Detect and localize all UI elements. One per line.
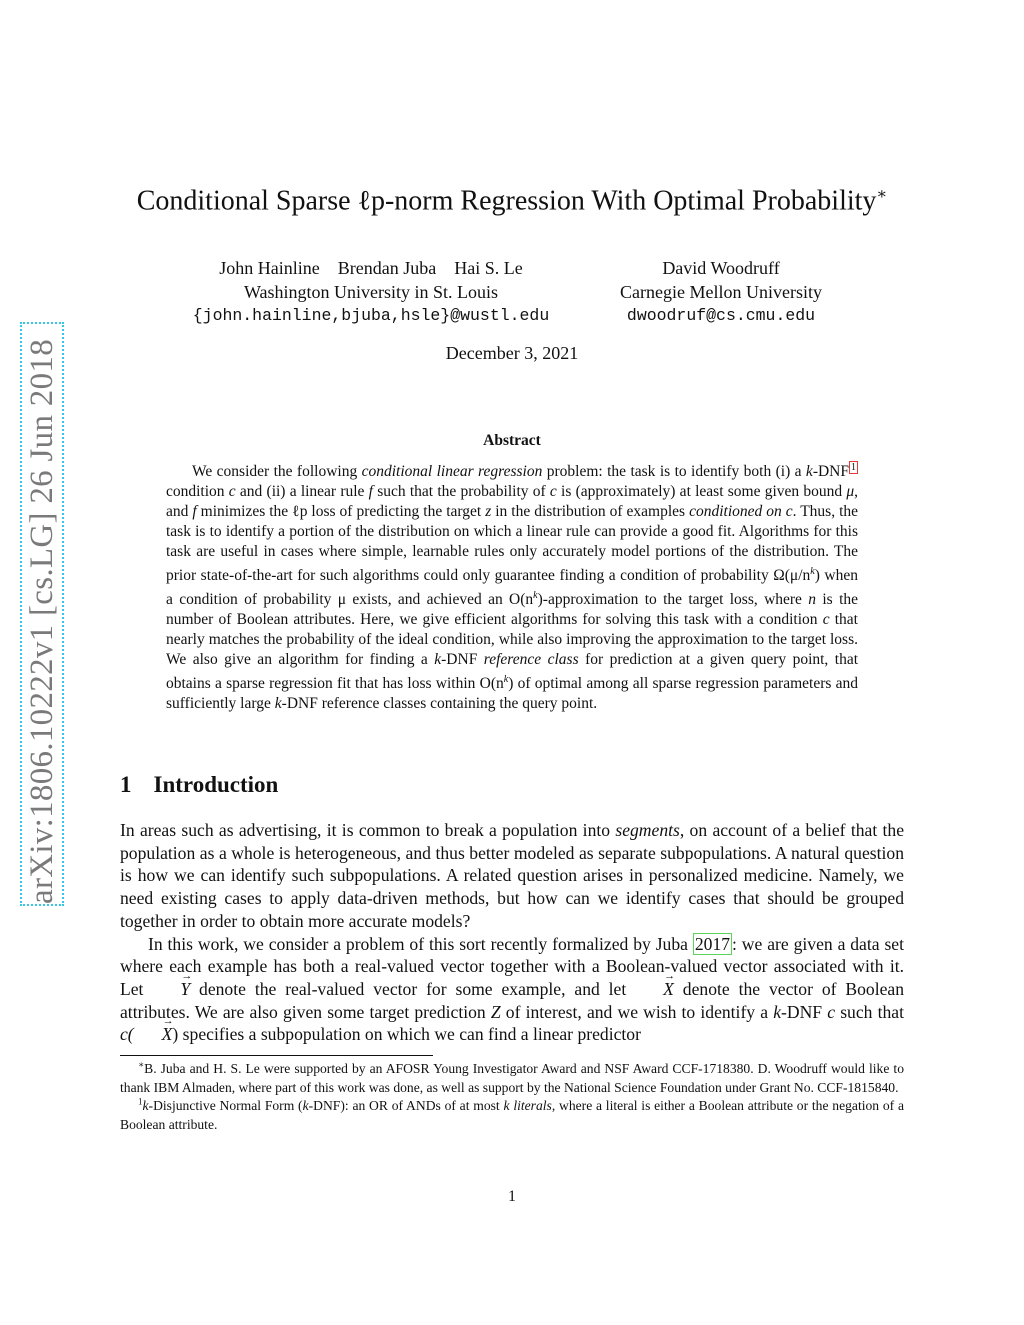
math-var: c: [827, 1001, 836, 1022]
abstract-text: condition: [166, 483, 229, 500]
section-number: 1: [120, 772, 132, 797]
math-var: k: [434, 651, 442, 669]
intro-paragraph-2: [120, 933, 904, 1047]
footnote-1: [120, 1097, 904, 1134]
email-right: dwoodruf@cs.cmu.edu: [626, 306, 816, 325]
citation-juba-2017-link[interactable]: 2017: [694, 933, 731, 954]
intro-emphasis: segments: [615, 820, 680, 840]
abstract-text: in the distribution of examples: [491, 503, 690, 520]
math-var: μ: [846, 483, 855, 500]
email-left: {john.hainline,bjuba,hsle}@wustl.edu: [192, 306, 550, 325]
footnote-text: B. Juba and H. S. Le were supported by an AFOSR Young Investigator Award and NSF Award CCF-1718380. D. Woodruff would like to thank IBM Almaden, where part of this work was done, as well as support by the National Science Foundation under Grant No. CCF-1815840.: [120, 1061, 904, 1095]
math-var: k: [274, 695, 282, 713]
math-sup: k: [533, 590, 538, 602]
abstract-text: -DNF: [812, 463, 849, 480]
footnote-divider: [120, 1055, 433, 1056]
intro-paragraph-1: [120, 819, 904, 933]
abstract-text: problem: the task is to identify both (i) a: [542, 463, 806, 480]
abstract-text: for prediction at a given query point, that obtains a sparse regression fit that has loss within O(n: [166, 651, 859, 693]
affiliation-left: Washington University in St. Louis: [243, 282, 499, 302]
abstract-text: such that the probability of: [372, 483, 550, 500]
abstract-text: is (approximately) at least some given bound: [556, 483, 847, 500]
math-var: c: [822, 611, 830, 629]
abstract-text: ) of optimal among all sparse regression parameters and sufficiently large: [166, 675, 859, 713]
title-footnote-mark[interactable]: ∗: [876, 186, 888, 203]
abstract-text: . Thus, the task is to identify a portion of the distribution on which a linear rule can provide a good fit. Algorithms for this task are useful in cases where simple, learnable rules only accurately model portions of the distribution. The prior state-of-the-art for such algorithms could only guarantee finding a condition of probability Ω(μ/n: [166, 503, 859, 585]
abstract-heading: Abstract: [483, 432, 541, 449]
footnote-mark: ∗: [138, 1059, 145, 1070]
author-block-right: [600, 256, 842, 328]
paper-date: December 3, 2021: [445, 343, 579, 363]
math-var: k: [773, 1001, 782, 1022]
page-number: 1: [508, 1188, 516, 1205]
footnote-mark: 1: [138, 1096, 143, 1107]
math-var: f: [192, 503, 197, 520]
footnote-text: , where a literal is either a Boolean attribute or the negation of a Boolean attribute.: [120, 1098, 905, 1132]
math-expr: ): [172, 1024, 179, 1045]
author-block-left: [178, 256, 564, 328]
abstract-body: [166, 462, 858, 714]
footnotes: [120, 1060, 904, 1134]
footnote-emphasis: literals: [513, 1098, 552, 1113]
paper-title: [0, 184, 1024, 217]
math-var: n: [808, 591, 817, 609]
math-var: f: [368, 483, 373, 500]
intro-text: In this work, we consider a problem of this sort recently formalized by Juba: [148, 933, 693, 954]
abstract-text: -DNF: [441, 651, 484, 669]
intro-text: -DNF: [781, 1001, 828, 1022]
footnote-1-link[interactable]: 1: [850, 461, 856, 473]
intro-text: , on account of a belief that the population as a whole is heterogeneous, and thus better modeled as separate subpopulations. A natural question is how we can identify such subpopulations. A related question arises in personalized medicine. Namely, we need existing cases to apply data-driven methods, but how can we identify cases that should be grouped together in order to obtain more accurate models?: [120, 820, 904, 931]
abstract-emphasis: reference class: [483, 651, 579, 669]
abstract-emphasis: conditioned on c: [689, 503, 793, 520]
abstract-text: is the number of Boolean attributes. Here, we give efficient algorithms for solving this task with a condition: [166, 591, 858, 629]
section-title: Introduction: [153, 772, 279, 797]
abstract-text: that nearly matches the probability of the ideal condition, while also improving the approximation to the target loss. We also give an algorithm for finding a: [166, 611, 858, 669]
footnote-star: [120, 1060, 904, 1097]
intro-text: denote the real-valued vector for some example, and let: [190, 978, 636, 999]
math-var: c: [228, 483, 236, 500]
math-var: c: [549, 483, 557, 500]
intro-text: such that: [835, 1001, 904, 1022]
math-vector: → Y: [152, 978, 190, 1001]
intro-text: : we are given a data set where each example has both a real-valued vector together with a Boolean-valued vector associated with it. Let: [120, 933, 905, 999]
math-vector: → X: [134, 1023, 173, 1046]
math-expr: c(: [120, 1024, 134, 1045]
abstract-text: ) when a condition of probability μ exists, and achieved an O(n: [166, 567, 858, 609]
abstract-text: )-approximation to the target loss, where: [537, 591, 809, 609]
author-names-right: David Woodruff: [662, 258, 780, 278]
intro-text: of interest, and we wish to identify a: [500, 1001, 774, 1022]
affiliation-right: Carnegie Mellon University: [620, 282, 822, 302]
footnote-text: -DNF): an OR of ANDs of at most: [308, 1098, 504, 1113]
section-heading-introduction: [120, 772, 278, 798]
arxiv-stamp-text[interactable]: arXiv:1806.10222v1 [cs.LG] 26 Jun 2018: [24, 338, 60, 904]
author-names-left: John Hainline Brendan Juba Hai S. Le: [219, 258, 523, 278]
math-var: k: [805, 463, 813, 480]
math-var: Z: [490, 1001, 501, 1022]
math-vector: → X: [635, 978, 674, 1001]
abstract-text: and (ii) a linear rule: [235, 483, 369, 500]
math-var: k: [142, 1098, 149, 1113]
math-var: k: [302, 1098, 309, 1113]
intro-text: specifies a subpopulation on which we can find a linear predictor: [178, 1024, 641, 1045]
math-var: k: [503, 1098, 510, 1113]
intro-text: denote the vector of Boolean attributes. We are also given some target prediction: [120, 978, 904, 1022]
intro-text: In areas such as advertising, it is common to break a population into: [120, 820, 616, 840]
abstract-text: minimizes the ℓp loss of predicting the target: [196, 503, 486, 520]
abstract-text: We consider the following: [192, 463, 362, 480]
math-sup: k: [810, 566, 815, 577]
abstract-text: , and: [166, 483, 858, 520]
footnote-text: -Disjunctive Normal Form (: [148, 1098, 303, 1113]
introduction-body: [120, 819, 904, 1046]
abstract-emphasis: conditional linear regression: [361, 463, 543, 480]
title-text: Conditional Sparse ℓp-norm Regression With Optimal Probability: [136, 185, 877, 217]
abstract-text: -DNF reference classes containing the query point.: [281, 695, 598, 713]
math-sup: k: [503, 674, 509, 686]
math-var: z: [485, 503, 492, 520]
